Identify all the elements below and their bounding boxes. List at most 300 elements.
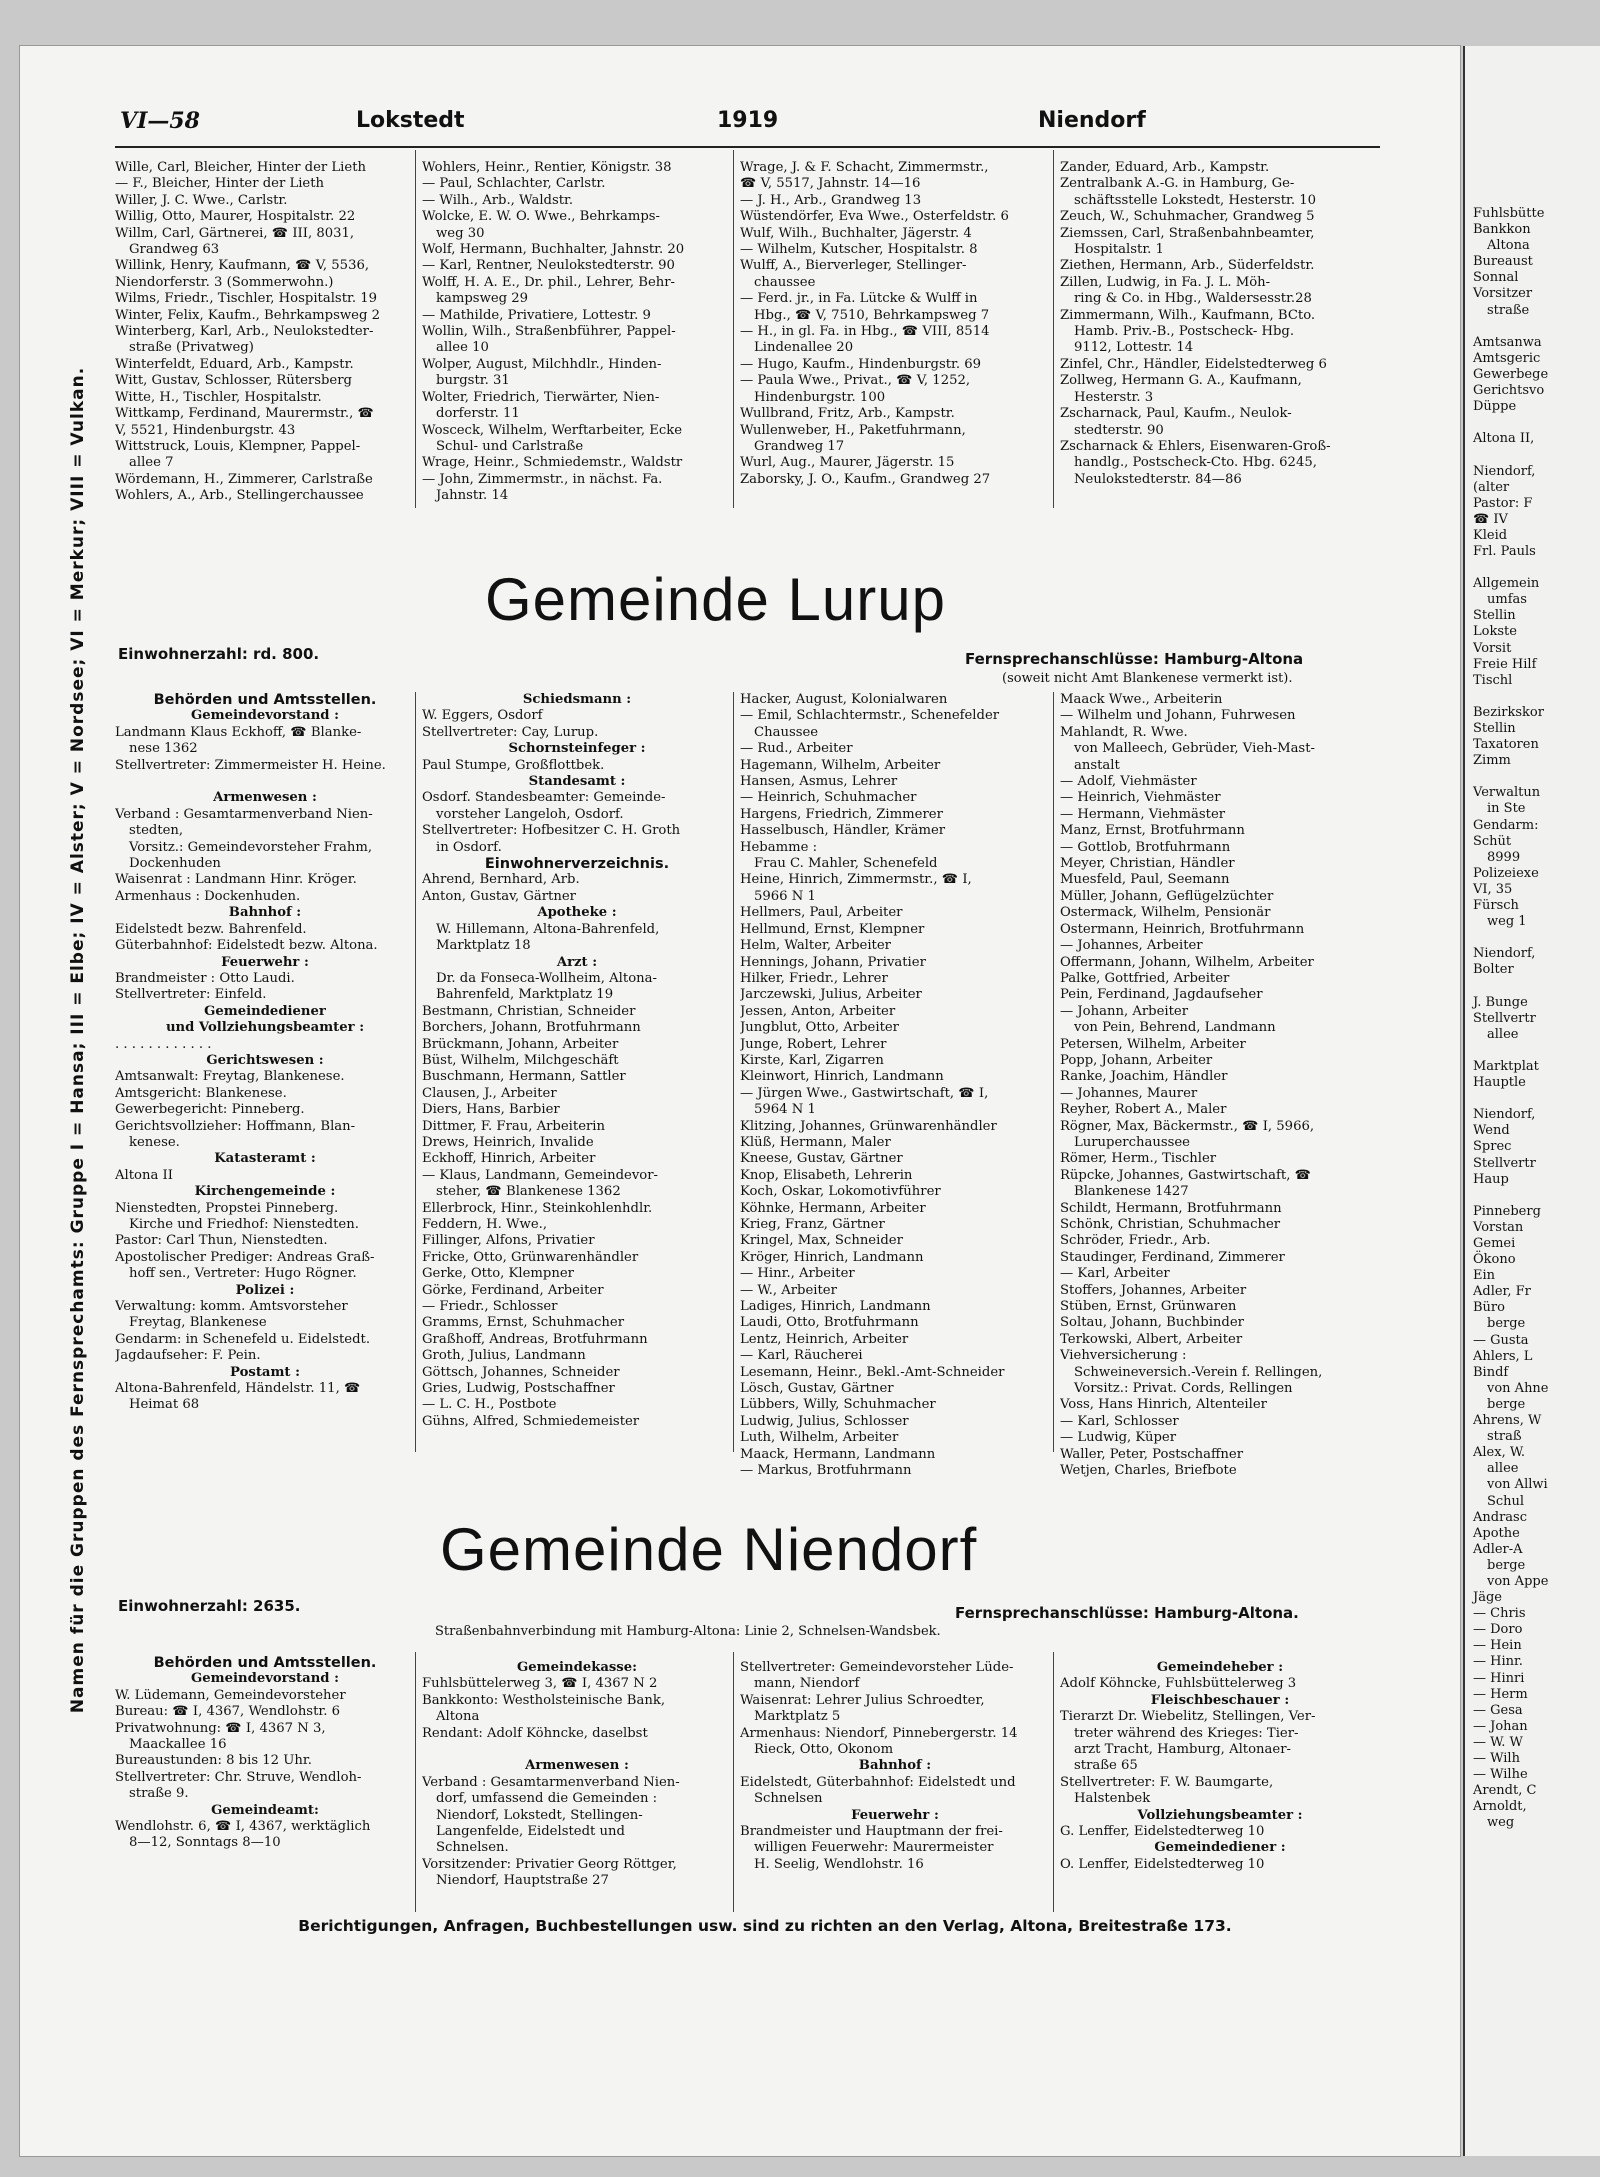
directory-entry: — L. C. H., Postbote (422, 1397, 557, 1413)
directory-entry: — Wilhelm, Kutscher, Hospitalstr. 8 (740, 242, 978, 258)
directory-entry: Arendt, C (1473, 1783, 1537, 1799)
niendorf-population: Einwohnerzahl: 2635. (118, 1597, 301, 1615)
directory-entry (1473, 1043, 1549, 1059)
directory-entry: Grandweg 63 (129, 242, 220, 258)
directory-entry: berge (1487, 1396, 1526, 1412)
directory-entry: Wittkamp, Ferdinand, Maurermstr., ☎ (115, 406, 374, 422)
directory-entry: — Jürgen Wwe., Gastwirtschaft, ☎ I, (740, 1085, 989, 1101)
directory-entry: kampsweg 29 (436, 291, 529, 307)
directory-entry: Stellvertreter: Hofbesitzer C. H. Groth (422, 823, 681, 839)
subsection-heading: Bahnhof : (228, 905, 302, 921)
directory-entry: allee 7 (129, 455, 174, 471)
directory-entry: Palke, Gottfried, Arbeiter (1060, 970, 1230, 986)
directory-entry: vorsteher Langeloh, Osdorf. (436, 806, 624, 822)
directory-entry: Stellvertreter: Einfeld. (115, 987, 267, 1003)
directory-entry: Pastor: F (1473, 495, 1533, 511)
directory-entry: Verband : Gesamtarmenverband Nien- (422, 1774, 680, 1790)
directory-entry: — Markus, Brotfuhrmann (740, 1463, 912, 1479)
directory-entry: Maack, Hermann, Landmann (740, 1446, 936, 1462)
directory-entry: Winterberg, Karl, Arb., Neulokstedter- (115, 324, 374, 340)
directory-entry: Wulff, A., Bierverleger, Stellinger- (740, 258, 967, 274)
niendorf-column-3 (740, 1660, 1050, 1873)
directory-entry: anstalt (1074, 757, 1120, 773)
directory-entry: weg (1487, 1815, 1515, 1831)
directory-entry: stedterstr. 90 (1074, 422, 1164, 438)
directory-entry: von Pein, Behrend, Landmann (1074, 1020, 1276, 1036)
directory-entry: Bureaust (1473, 254, 1533, 270)
directory-entry: Taxatoren (1473, 737, 1539, 753)
directory-entry: Armenhaus: Niendorf, Pinnebergerstr. 14 (740, 1725, 1018, 1741)
directory-entry: Jungblut, Otto, Arbeiter (740, 1020, 899, 1036)
directory-entry: Freie Hilf (1473, 656, 1537, 672)
directory-entry: Hilker, Friedr., Lehrer (740, 970, 888, 986)
directory-entry: Niendorf, Hauptstraße 27 (436, 1873, 609, 1889)
directory-entry: — Wilhe (1473, 1767, 1528, 1783)
adjacent-page-text (1473, 206, 1549, 1831)
section-heading: Behörden und Amtsstellen. (153, 692, 377, 708)
niendorf-column-2 (422, 1660, 732, 1890)
directory-entry: Hasselbusch, Händler, Krämer (740, 823, 946, 839)
directory-entry: Verband : Gesamtarmenverband Nien- (115, 806, 373, 822)
subsection-heading: Schiedsmann : (522, 692, 632, 707)
directory-entry: Rögner, Max, Bäckermstr., ☎ I, 5966, (1060, 1118, 1315, 1134)
directory-entry: Buschmann, Hermann, Sattler (422, 1069, 626, 1085)
directory-entry: — Gesa (1473, 1702, 1523, 1718)
directory-entry: Wurl, Aug., Maurer, Jägerstr. 15 (740, 455, 955, 471)
directory-entry: Wille, Carl, Bleicher, Hinter der Lieth (115, 160, 366, 175)
directory-entry: — Karl, Räucherei (740, 1348, 863, 1364)
directory-entry: Lindenallee 20 (754, 340, 854, 356)
directory-entry: Witte, H., Tischler, Hospitalstr. (115, 389, 322, 405)
directory-entry: Hellmund, Ernst, Klempner (740, 921, 925, 937)
lurup-column-4 (1060, 692, 1380, 1480)
directory-entry: Schildt, Hermann, Brotfuhrmann (1060, 1200, 1282, 1216)
directory-entry: — Wilh (1473, 1751, 1520, 1766)
directory-entry: Hellmers, Paul, Arbeiter (740, 905, 903, 921)
directory-entry: Altona (436, 1709, 480, 1725)
directory-entry: Gerichtsvollzieher: Hoffmann, Blan- (115, 1118, 356, 1134)
directory-entry: — Ludwig, Küper (1060, 1430, 1177, 1446)
directory-entry: Gewerbege (1473, 366, 1549, 382)
directory-entry: Neulokstedterstr. 84—86 (1074, 471, 1242, 487)
directory-entry: Fillinger, Alfons, Privatier (422, 1233, 595, 1249)
directory-entry: Zillen, Ludwig, in Fa. J. L. Möh- (1060, 274, 1271, 290)
directory-entry: Schul- und Carlstraße (436, 438, 584, 454)
directory-entry: Zollweg, Hermann G. A., Kaufmann, (1060, 373, 1302, 389)
directory-entry: Schönk, Christian, Schuhmacher (1060, 1217, 1281, 1232)
directory-entry: — Paul, Schlachter, Carlstr. (422, 176, 606, 192)
directory-entry: Frau C. Mahler, Schenefeld (754, 856, 938, 872)
directory-entry: ☎ IV (1473, 511, 1508, 527)
directory-entry: Hamb. Priv.-B., Postscheck- Hbg. (1074, 324, 1295, 340)
directory-entry: Luth, Wilhelm, Arbeiter (740, 1430, 899, 1446)
directory-entry: — Johann, Arbeiter (1060, 1003, 1189, 1019)
directory-entry: — W. W (1473, 1734, 1523, 1750)
directory-entry: Apostolischer Prediger: Andreas Graß- (115, 1249, 375, 1265)
header-rule (115, 146, 1380, 148)
subsection-heading: Standesamt : (528, 774, 626, 790)
directory-entry: berge (1487, 1557, 1526, 1573)
directory-entry: Bestmann, Christian, Schneider (422, 1003, 636, 1019)
directory-entry: Schüt (1473, 833, 1512, 849)
header-year: 1919 (717, 108, 779, 133)
directory-entry: Zinfel, Chr., Händler, Eidelstedterweg 6 (1060, 356, 1327, 372)
directory-entry: willigen Feuerwehr: Maurermeister (754, 1840, 994, 1856)
subsection-heading: Gemeindediener (204, 1003, 326, 1019)
page-header (120, 108, 1375, 144)
directory-entry: — Heinrich, Viehmäster (1060, 790, 1221, 806)
directory-entry: Bindf (1473, 1364, 1509, 1380)
subsection-heading: Gemeindeamt: (211, 1802, 319, 1818)
directory-entry: Stellin (1473, 608, 1516, 624)
directory-entry: Schnelsen. (436, 1840, 509, 1856)
directory-entry: Wohlers, A., Arb., Stellingerchaussee (115, 488, 364, 504)
directory-entry: Jäge (1473, 1590, 1502, 1606)
directory-entry: Muesfeld, Paul, Seemann (1060, 872, 1230, 888)
directory-entry: — W., Arbeiter (740, 1282, 837, 1298)
directory-entry: Wetjen, Charles, Briefbote (1060, 1463, 1237, 1479)
directory-entry: — Rud., Arbeiter (740, 741, 853, 757)
directory-entry: Winterfeldt, Eduard, Arb., Kampstr. (115, 356, 354, 372)
directory-entry: Borchers, Johann, Brotfuhrmann (422, 1020, 641, 1036)
directory-entry: Amtsgericht: Blankenese. (115, 1085, 287, 1101)
lokstedt-column-2 (422, 160, 732, 505)
directory-entry: ring & Co. in Hbg., Waldersesstr.28 (1074, 291, 1312, 307)
section-heading: Einwohnerverzeichnis. (484, 856, 670, 873)
directory-entry: — Heinrich, Schuhmacher (740, 790, 917, 806)
directory-entry: Waisenrat: Lehrer Julius Schroedter, (740, 1692, 985, 1708)
directory-entry: Alex, W. (1473, 1445, 1526, 1461)
directory-entry: Bureau: ☎ I, 4367, Wendlohstr. 6 (115, 1704, 341, 1720)
directory-entry: Hebamme : (740, 839, 818, 855)
directory-entry: Ostermack, Wilhelm, Pensionär (1060, 905, 1271, 921)
directory-entry: Heine, Hinrich, Zimmermstr., ☎ I, (740, 872, 972, 888)
directory-entry: — Ferd. jr., in Fa. Lütcke & Wulff in (740, 291, 978, 307)
column-divider (733, 1652, 734, 1912)
directory-entry: — F., Bleicher, Hinter der Lieth (115, 176, 325, 192)
directory-entry (1473, 979, 1549, 995)
directory-entry: Wullbrand, Fritz, Arb., Kampstr. (740, 406, 955, 422)
directory-entry: — Wilh., Arb., Waldstr. (422, 192, 574, 208)
directory-entry: 5964 N 1 (754, 1102, 816, 1118)
directory-entry: Willer, J. C. Wwe., Carlstr. (115, 192, 288, 208)
directory-entry: Schul (1487, 1493, 1525, 1509)
directory-entry: Göttsch, Johannes, Schneider (422, 1364, 620, 1380)
directory-entry: straße 9. (129, 1786, 189, 1802)
directory-entry: — J. H., Arb., Grandweg 13 (740, 192, 922, 208)
directory-entry: — Johan (1473, 1718, 1528, 1734)
directory-entry: Anton, Gustav, Gärtner (422, 888, 576, 904)
subsection-heading: Kirchengemeinde : (194, 1184, 336, 1200)
subsection-heading: Armenwesen : (525, 1758, 629, 1774)
directory-entry: — Hinr., Arbeiter (740, 1266, 855, 1282)
directory-entry: — Karl, Rentner, Neulokstedterstr. 90 (422, 258, 675, 274)
directory-entry: Wilms, Friedr., Tischler, Hospitalstr. 19 (115, 291, 378, 307)
directory-entry: — Emil, Schlachtermstr., Schenefelder (740, 708, 1000, 724)
directory-entry: Altona II (115, 1167, 173, 1183)
directory-entry: straße (1487, 302, 1530, 318)
directory-entry: allee (1487, 1461, 1519, 1477)
directory-entry: Stoffers, Johannes, Arbeiter (1060, 1282, 1247, 1298)
subsection-heading: Feuerwehr : (221, 954, 309, 970)
directory-entry: O. Lenffer, Eidelstedterweg 10 (1060, 1856, 1265, 1872)
directory-entry: in Osdorf. (436, 839, 502, 855)
subsection-heading: Armenwesen : (213, 790, 317, 806)
directory-entry: — H., in gl. Fa. in Hbg., ☎ VIII, 8514 (740, 324, 990, 340)
directory-entry: Waisenrat : Landmann Hinr. Kröger. (115, 872, 357, 888)
directory-entry: Jagdaufseher: F. Pein. (115, 1348, 261, 1364)
directory-entry: Jahnstr. 14 (436, 488, 509, 504)
directory-entry: Müller, Johann, Geflügelzüchter (1060, 888, 1274, 904)
directory-entry: Hargens, Friedrich, Zimmerer (740, 806, 943, 822)
directory-entry: Arnoldt, (1473, 1799, 1527, 1815)
directory-entry: Kirche und Friedhof: Nienstedten. (129, 1217, 359, 1232)
directory-entry: — Johannes, Maurer (1060, 1085, 1198, 1101)
lokstedt-column-1 (115, 160, 415, 505)
directory-entry: Graßhoff, Andreas, Brotfuhrmann (422, 1331, 648, 1347)
directory-entry: Waller, Peter, Postschaffner (1060, 1446, 1243, 1462)
subsection-heading: Gemeindevorstand : (191, 708, 339, 724)
directory-entry: Stüben, Ernst, Grünwaren (1060, 1299, 1237, 1315)
directory-entry: Lokste (1473, 624, 1517, 640)
directory-entry: Wolper, August, Milchhdlr., Hinden- (422, 356, 662, 372)
directory-entry: Ludwig, Julius, Schlosser (740, 1413, 909, 1429)
subsection-heading: Postamt : (230, 1364, 300, 1380)
directory-entry: Vorsit (1473, 640, 1512, 656)
directory-entry: arzt Tracht, Hamburg, Altonaer- (1074, 1742, 1291, 1758)
directory-entry: Lesemann, Heinr., Bekl.-Amt-Schneider (740, 1364, 1005, 1380)
directory-entry: — Adolf, Viehmäster (1060, 774, 1197, 790)
directory-entry: Niendorf, (1473, 463, 1536, 479)
directory-entry: V, 5521, Hindenburgstr. 43 (115, 422, 296, 438)
directory-entry: — John, Zimmermstr., in nächst. Fa. (422, 471, 663, 487)
subsection-heading: Gemeindevorstand : (191, 1671, 339, 1687)
directory-entry: Stellvertr (1473, 1155, 1536, 1171)
directory-entry: Tischl (1473, 672, 1513, 688)
directory-entry: Popp, Johann, Arbeiter (1060, 1052, 1213, 1068)
directory-entry: Eckhoff, Hinrich, Arbeiter (422, 1151, 596, 1167)
directory-entry: Marktplatz 18 (436, 938, 531, 954)
directory-entry: Voss, Hans Hinrich, Altenteiler (1060, 1397, 1267, 1413)
lurup-phone-note: (soweit nicht Amt Blankenese vermerkt ist). (1002, 671, 1293, 686)
subsection-heading: Vollziehungsbeamter : (1137, 1807, 1303, 1823)
directory-entry: Pastor: Carl Thun, Nienstedten. (115, 1233, 328, 1249)
directory-entry: Kröger, Hinrich, Landmann (740, 1249, 924, 1265)
directory-entry: Bankkonto: Westholsteinische Bank, (422, 1692, 666, 1708)
directory-entry: G. Lenffer, Eidelstedterweg 10 (1060, 1824, 1265, 1840)
directory-entry (1473, 769, 1549, 785)
directory-entry: Zander, Eduard, Arb., Kampstr. (1060, 160, 1270, 175)
directory-entry: — Karl, Schlosser (1060, 1413, 1179, 1429)
directory-entry: Drews, Heinrich, Invalide (422, 1134, 594, 1150)
directory-entry: Wüstendörfer, Eva Wwe., Osterfeldstr. 6 (740, 209, 1009, 225)
directory-entry: Gemei (1473, 1236, 1516, 1251)
directory-entry: Wolter, Friedrich, Tierwärter, Nien- (422, 389, 660, 405)
directory-entry: — Wilhelm und Johann, Fuhrwesen (1060, 708, 1296, 724)
directory-entry: Zscharnack & Ehlers, Eisenwaren-Groß- (1060, 438, 1331, 454)
directory-entry: — Doro (1473, 1622, 1523, 1638)
directory-entry: Eidelstedt bezw. Bahrenfeld. (115, 921, 307, 937)
directory-entry: (alter (1473, 479, 1510, 495)
directory-entry: Marktplatz 5 (754, 1709, 841, 1725)
directory-entry: chaussee (754, 274, 816, 290)
directory-entry: Zeuch, W., Schuhmacher, Grandweg 5 (1060, 209, 1315, 225)
directory-entry: Dittmer, F. Frau, Arbeiterin (422, 1118, 606, 1134)
directory-entry: Paul Stumpe, Großflottbek. (422, 757, 605, 773)
directory-entry: Hagemann, Wilhelm, Arbeiter (740, 757, 941, 773)
directory-entry: Amtsanwa (1473, 334, 1542, 350)
directory-entry: Dockenhuden (129, 856, 221, 872)
subsection-heading: Gemeindediener : (1154, 1840, 1286, 1856)
directory-entry: Witt, Gustav, Schlosser, Rütersberg (115, 373, 352, 389)
directory-entry: Privatwohnung: ☎ I, 4367 N 3, (115, 1720, 326, 1736)
directory-entry: Ahrend, Bernhard, Arb. (422, 872, 580, 888)
column-divider (1053, 1652, 1054, 1912)
page-number: VI—58 (120, 108, 200, 134)
directory-entry: Gühns, Alfred, Schmiedemeister (422, 1413, 640, 1429)
directory-entry: Wulf, Wilh., Buchhalter, Jägerstr. 4 (740, 225, 972, 241)
directory-entry: Niendorf, Lokstedt, Stellingen- (436, 1807, 643, 1823)
directory-entry: Diers, Hans, Barbier (422, 1102, 560, 1118)
directory-entry: Rüpcke, Johannes, Gastwirtschaft, ☎ (1060, 1167, 1312, 1183)
directory-entry: Krieg, Franz, Gärtner (740, 1217, 885, 1232)
subsection-heading: Bahnhof : (858, 1758, 932, 1774)
directory-entry: Hennings, Johann, Privatier (740, 954, 926, 970)
directory-entry: Adler-A (1473, 1541, 1523, 1557)
directory-entry: Rendant: Adolf Köhncke, daselbst (422, 1725, 648, 1741)
lurup-column-2 (422, 692, 732, 1430)
directory-entry: Hansen, Asmus, Lehrer (740, 774, 898, 790)
directory-entry (422, 1742, 732, 1758)
directory-entry: Fürsch (1473, 898, 1519, 914)
directory-entry: umfas (1487, 592, 1527, 608)
directory-entry: weg 1 (1487, 914, 1527, 930)
directory-entry: Chaussee (754, 724, 819, 740)
subsection-heading: Polizei : (235, 1282, 295, 1298)
directory-entry: Fuhlsbüttelerweg 3, ☎ I, 4367 N 2 (422, 1676, 658, 1692)
directory-entry: Gramms, Ernst, Schuhmacher (422, 1315, 624, 1331)
directory-entry: Lentz, Heinrich, Arbeiter (740, 1331, 909, 1347)
directory-entry: Gendarm: (1473, 817, 1539, 833)
directory-entry: Güterbahnhof: Eidelstedt bezw. Altona. (115, 938, 378, 954)
directory-entry: W. Hillemann, Altona-Bahrenfeld, (436, 921, 660, 937)
subsection-heading: Fleischbeschauer : (1150, 1692, 1290, 1708)
directory-entry: Willm, Carl, Gärtnerei, ☎ III, 8031, (115, 225, 355, 241)
directory-entry: Ziethen, Hermann, Arb., Süderfeldstr. (1060, 258, 1315, 274)
directory-entry: Pinneberg (1473, 1203, 1541, 1219)
directory-entry: Brandmeister und Hauptmann der frei- (740, 1824, 1003, 1840)
lurup-population: Einwohnerzahl: rd. 800. (118, 645, 320, 663)
directory-entry: dorf, umfassend die Gemeinden : (436, 1791, 658, 1807)
directory-entry: Andrasc (1473, 1509, 1527, 1525)
directory-entry: Rieck, Otto, Ökonom (754, 1742, 894, 1758)
lurup-column-3 (740, 692, 1050, 1480)
directory-entry: Vorstan (1473, 1219, 1524, 1235)
directory-entry: straße (Privatweg) (129, 340, 254, 356)
directory-entry (115, 774, 415, 790)
directory-entry: VI, 35 (1473, 881, 1513, 897)
directory-entry: Zimm (1473, 753, 1511, 769)
directory-entry: Altona-Bahrenfeld, Händelstr. 11, ☎ (115, 1381, 361, 1397)
directory-entry: Schröder, Friedr., Arb. (1060, 1233, 1211, 1249)
directory-entry: — Gusta (1473, 1332, 1529, 1348)
directory-entry: Pein, Ferdinand, Jagdaufseher (1060, 987, 1263, 1003)
column-divider (733, 692, 734, 1452)
directory-entry: Knop, Elisabeth, Lehrerin (740, 1167, 913, 1183)
directory-entry (1473, 319, 1549, 335)
directory-entry: Willink, Henry, Kaufmann, ☎ V, 5536, (115, 258, 370, 274)
directory-entry: Schnelsen (754, 1791, 823, 1807)
header-left-place: Lokstedt (356, 108, 465, 133)
directory-entry: — Hinri (1473, 1670, 1525, 1686)
directory-entry: Koch, Oskar, Lokomotivführer (740, 1184, 941, 1200)
directory-entry (1473, 689, 1549, 705)
directory-entry: straße 65 (1074, 1758, 1138, 1774)
directory-entry: Wohlers, Heinr., Rentier, Königstr. 38 (422, 160, 672, 175)
directory-entry: W. Eggers, Osdorf (422, 708, 543, 724)
directory-entry: Mahlandt, R. Wwe. (1060, 724, 1188, 740)
directory-entry: Hospitalstr. 1 (1074, 242, 1164, 258)
directory-entry: W. Lüdemann, Gemeindevorsteher (115, 1687, 346, 1703)
directory-entry: Zscharnack, Paul, Kaufm., Neulok- (1060, 406, 1292, 422)
directory-entry: Groth, Julius, Landmann (422, 1348, 586, 1364)
publisher-footer: Berichtigungen, Anfragen, Buchbestellungen usw. sind zu richten an den Verlag, Altona, Breitestraße 173. (298, 1917, 1232, 1935)
directory-entry: von Appe (1487, 1573, 1549, 1589)
directory-entry: Gries, Ludwig, Postschaffner (422, 1381, 615, 1397)
directory-entry: Apothe (1473, 1525, 1520, 1541)
directory-entry: Wrage, J. & F. Schacht, Zimmermstr., (740, 160, 989, 175)
directory-entry: Verwaltung: komm. Amtsvorsteher (115, 1299, 348, 1315)
directory-entry: Wullenweber, H., Paketfuhrmann, (740, 422, 966, 438)
directory-entry: burgstr. 31 (436, 373, 510, 389)
directory-entry: Marktplat (1473, 1058, 1539, 1074)
directory-entry: — Mathilde, Privatiere, Lottestr. 9 (422, 307, 651, 323)
directory-entry: Klitzing, Johannes, Grünwarenhändler (740, 1118, 997, 1134)
directory-entry: Maackallee 16 (129, 1737, 227, 1753)
directory-entry: von Ahne (1487, 1380, 1549, 1396)
directory-entry: Bahrenfeld, Marktplatz 19 (436, 987, 614, 1003)
directory-entry: Feddern, H. Wwe., (422, 1217, 548, 1232)
directory-entry: J. Bunge (1473, 994, 1528, 1010)
column-divider (415, 150, 416, 508)
directory-entry: Jessen, Anton, Arbeiter (740, 1003, 896, 1019)
directory-entry: Laudi, Otto, Brotfuhrmann (740, 1315, 919, 1331)
directory-entry: Brandmeister : Otto Laudi. (115, 970, 295, 986)
directory-entry: Zaborsky, J. O., Kaufm., Grandweg 27 (740, 471, 991, 487)
directory-entry: ☎ V, 5517, Jahnstr. 14—16 (740, 176, 921, 192)
directory-entry: Gerichtsvo (1473, 383, 1545, 399)
directory-entry: Bolter (1473, 962, 1514, 978)
directory-entry: Freytag, Blankenese (129, 1315, 267, 1331)
directory-entry: Bureaustunden: 8 bis 12 Uhr. (115, 1753, 312, 1769)
subsection-heading: Arzt : (556, 954, 598, 970)
directory-entry: Ökono (1473, 1252, 1516, 1268)
directory-entry: Stellin (1473, 721, 1516, 736)
directory-entry: Lösch, Gustav, Gärtner (740, 1381, 894, 1397)
directory-entry: Zentralbank A.-G. in Hamburg, Ge- (1060, 176, 1295, 192)
column-divider (1053, 692, 1054, 1452)
directory-entry: Halstenbek (1074, 1791, 1151, 1807)
directory-entry: Blankenese 1427 (1074, 1184, 1189, 1200)
directory-entry: H. Seelig, Wendlohstr. 16 (754, 1856, 924, 1872)
directory-entry: Zimmermann, Wilh., Kaufmann, BCto. (1060, 307, 1316, 323)
directory-entry: Nienstedten, Propstei Pinneberg. (115, 1200, 339, 1216)
subsection-heading: und Vollziehungsbeamter : (165, 1020, 365, 1036)
directory-entry: Amtsanwalt: Freytag, Blankenese. (115, 1069, 345, 1085)
subsection-heading: Apotheke : (537, 905, 617, 921)
directory-entry: — Gottlob, Brotfuhrmann (1060, 839, 1231, 855)
niendorf-phone: Fernsprechanschlüsse: Hamburg-Altona. (955, 1604, 1299, 1622)
